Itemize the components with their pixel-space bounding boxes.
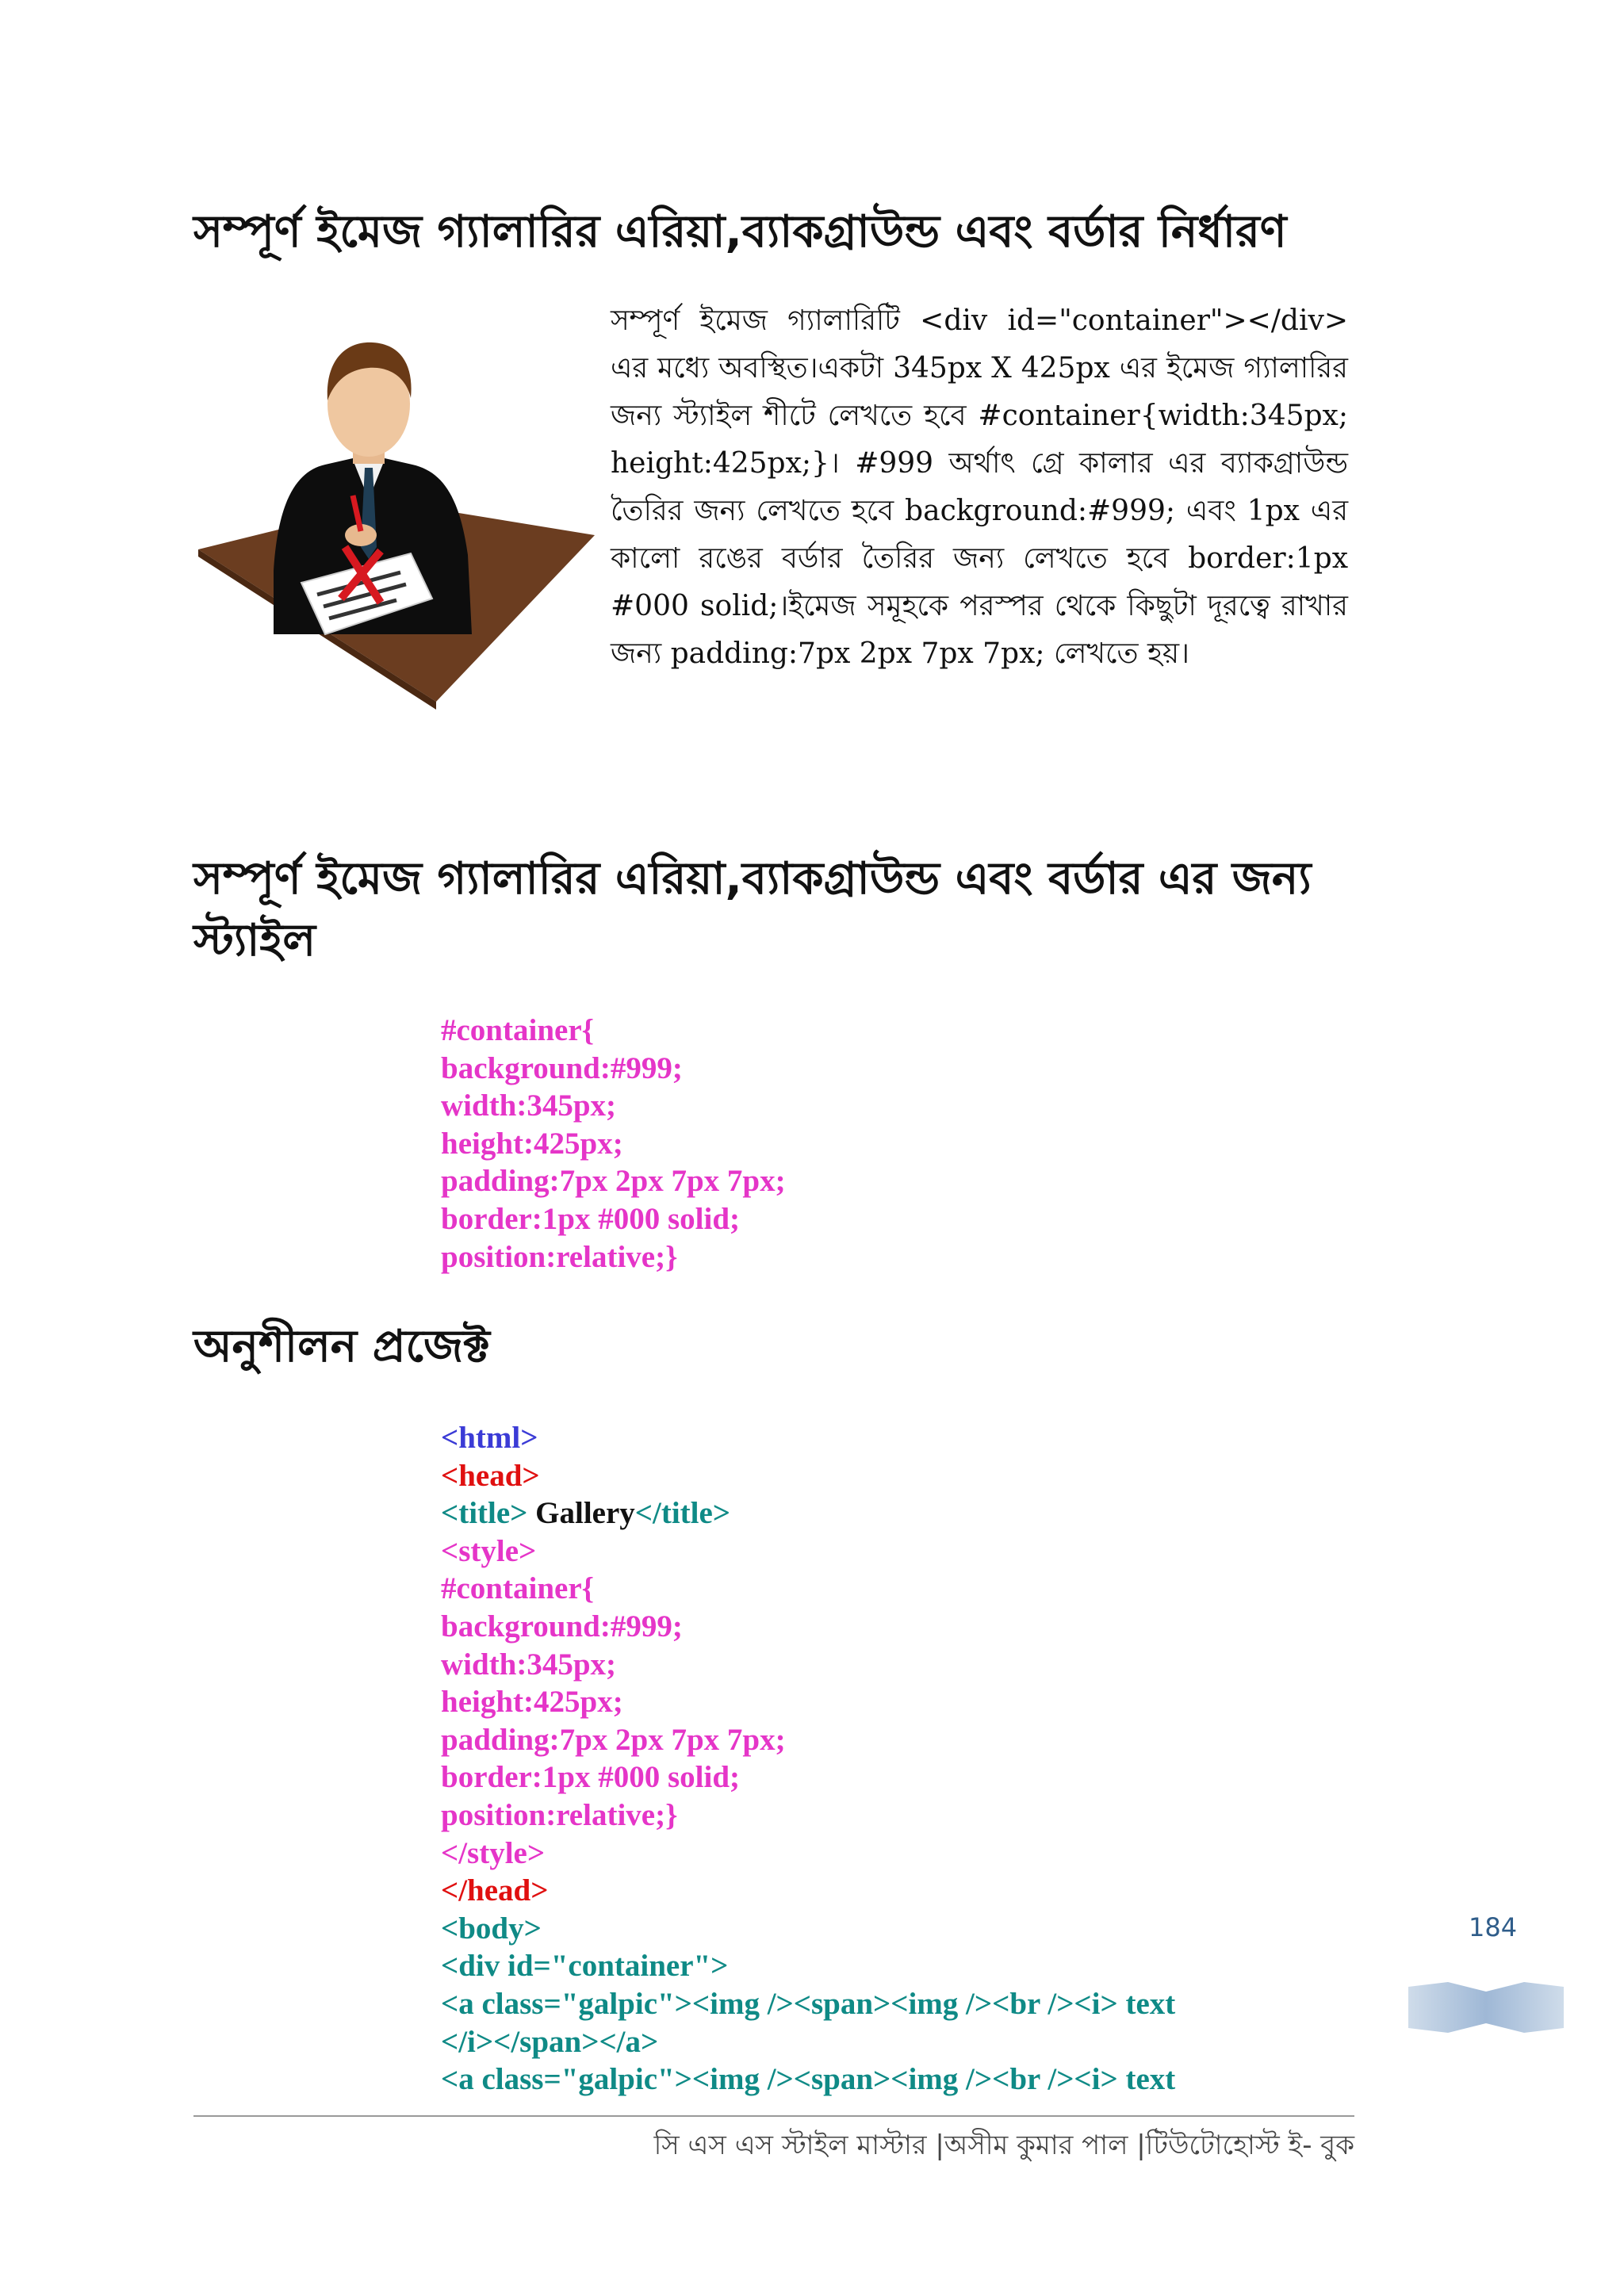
code-line: </head>	[441, 1873, 549, 1908]
code-line: position:relative;}	[441, 1239, 678, 1274]
code-line: <div id="container">	[441, 1949, 729, 1984]
footer-text: সি এস এস স্টাইল মাস্টার |অসীম কুমার পাল |টিউটোহোস্ট ই- বুক	[653, 2130, 1354, 2161]
heading-practice-project: অনুশীলন প্রজেক্ট	[193, 1321, 490, 1372]
style-code-block	[441, 1012, 786, 1276]
businessman-signing-illustration	[198, 309, 595, 721]
code-line: <a class="galpic"><img /><span><img /><br /><i> text	[441, 1986, 1176, 2021]
heading-gallery-area: সম্পূর্ণ ইমেজ গ্যালারির এরিয়া,ব্যাকগ্রাউন্ড এবং বর্ডার নির্ধারণ	[193, 206, 1287, 258]
code-line: border:1px #000 solid;	[441, 1760, 741, 1795]
code-line: padding:7px 2px 7px 7px;	[441, 1722, 786, 1757]
code-line: background:#999;	[441, 1050, 683, 1085]
page-number: 184	[1469, 1912, 1518, 1942]
code-line: #container{	[441, 1013, 595, 1047]
code-line: height:425px;	[441, 1685, 623, 1720]
code-line: </i></span></a>	[441, 2024, 659, 2059]
code-line: <a class="galpic"><img /><span><img /><br /><i> text	[441, 2062, 1176, 2097]
code-line: #container{	[441, 1571, 595, 1606]
code-line: <style>	[441, 1533, 537, 1568]
heading-gallery-style: সম্পূর্ণ ইমেজ গ্যালারির এরিয়া,ব্যাকগ্রাউন্ড এবং বর্ডার এর জন্য স্ট্যাইল	[193, 853, 1312, 966]
code-line	[441, 1494, 1175, 1533]
gallery-description-paragraph: সম্পূর্ণ ইমেজ গ্যালারিটি <div id="container"></div> এর মধ্যে অবস্থিত।একটা 345px X 425px এর ইমেজ গ্যালারির জন্য স্ট্যাইল শীটে লেখতে হবে #container{width:345px; height:425px;}। #999 অর্থাৎ গ্রে কালার এর ব্যাকগ্রাউন্ড তৈরির জন্য লেখতে হবে background:#999; এবং 1px এর কালো রঙের বর্ডার তৈরির জন্য লেখতে হবে border:1px #000 solid;।ইমেজ সমূহকে পরস্পর থেকে কিছুটা দূরত্বে রাখার জন্য padding:7px 2px 7px 7px; লেখতে হয়।	[611, 304, 1348, 670]
code-line: <body>	[441, 1911, 542, 1946]
code-tag-content: Gallery	[527, 1496, 635, 1531]
page-corner-tab-decoration	[1408, 1979, 1564, 2034]
code-tag: </title>	[634, 1496, 731, 1531]
code-line: height:425px;	[441, 1126, 623, 1161]
code-line: <html>	[441, 1421, 538, 1455]
code-line: </style>	[441, 1835, 546, 1870]
footer-divider	[193, 2115, 1354, 2117]
code-line: <head>	[441, 1458, 540, 1493]
code-line: border:1px #000 solid;	[441, 1201, 741, 1236]
code-line: position:relative;}	[441, 1797, 678, 1832]
code-line: width:345px;	[441, 1647, 617, 1682]
code-line: width:345px;	[441, 1089, 617, 1123]
code-line: padding:7px 2px 7px 7px;	[441, 1164, 786, 1199]
code-tag: <title>	[441, 1496, 528, 1531]
code-line: background:#999;	[441, 1609, 683, 1644]
project-code-block	[441, 1419, 1175, 2099]
